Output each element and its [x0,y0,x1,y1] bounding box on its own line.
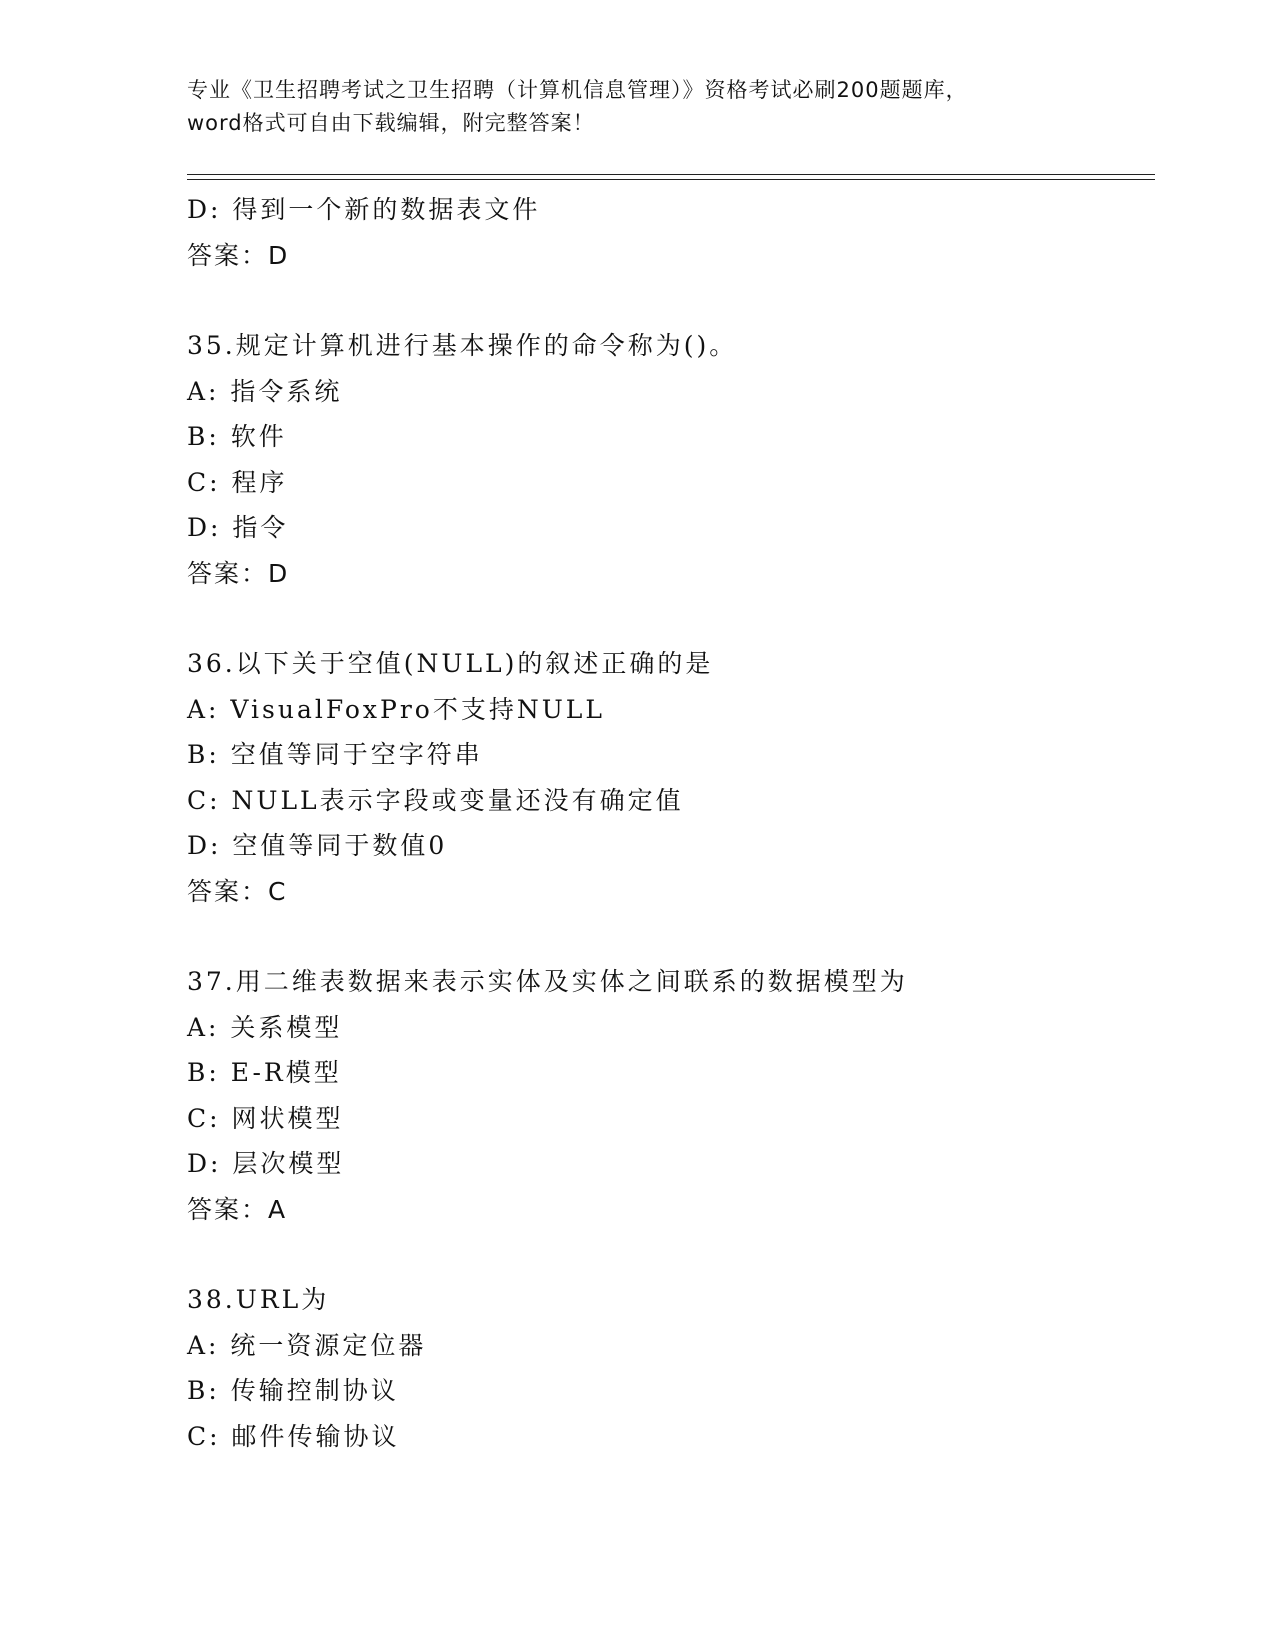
option-b: B: 软件 [187,422,287,451]
option-d: D: 得到一个新的数据表文件 [187,195,541,224]
option-a: A: VisualFoxPro不支持NULL [187,694,605,724]
answer: 答案：D [187,240,290,270]
answer: 答案：A [187,1194,288,1224]
option-c: C: NULL表示字段或变量还没有确定值 [187,785,684,815]
question-stem: 38.URL为 [187,1285,330,1314]
question-36 [187,641,1147,914]
option-d: D: 空值等同于数值0 [187,831,448,860]
option-b: B: 传输控制协议 [187,1376,399,1405]
question-stem: 37.用二维表数据来表示实体及实体之间联系的数据模型为 [187,967,908,996]
option-b: B: E-R模型 [187,1058,342,1087]
option-a: A: 关系模型 [187,1012,343,1042]
option-c: C: 邮件传输协议 [187,1421,400,1451]
option-a: A: 统一资源定位器 [187,1330,427,1360]
question-35 [187,323,1147,596]
question-stem: 36.以下关于空值(NULL)的叙述正确的是 [187,649,714,678]
option-c: C: 网状模型 [187,1103,344,1133]
option-d: D: 层次模型 [187,1149,345,1178]
option-a: A: 指令系统 [187,376,343,406]
question-list [187,187,1147,1459]
option-d: D: 指令 [187,513,289,542]
header-rule-bottom [187,179,1155,180]
answer: 答案：C [187,876,288,906]
header-line-2: word格式可自由下载编辑，附完整答案！ [187,111,595,135]
question-stem: 35.规定计算机进行基本操作的命令称为()。 [187,331,738,360]
header-line-1: 专业《卫生招聘考试之卫生招聘（计算机信息管理）》资格考试必刷200题题库， [187,78,968,102]
option-b: B: 空值等同于空字符串 [187,740,483,769]
question-37 [187,959,1147,1232]
option-c: C: 程序 [187,467,288,497]
question-38 [187,1277,1147,1459]
answer: 答案：D [187,558,290,588]
header-rule-top [187,174,1155,175]
document-header [187,74,1067,140]
